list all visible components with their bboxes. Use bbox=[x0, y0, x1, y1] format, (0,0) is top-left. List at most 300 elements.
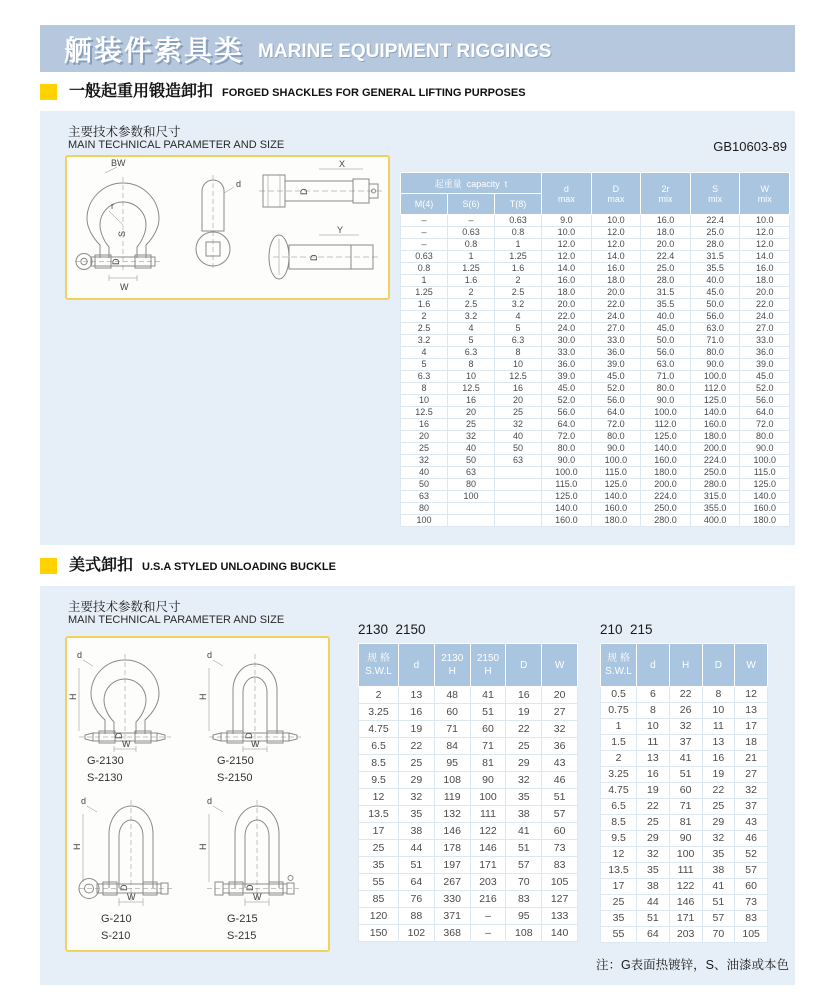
table-cell: 160.0 bbox=[690, 419, 740, 431]
table-cell: 39.0 bbox=[740, 359, 790, 371]
section1-panel bbox=[40, 111, 795, 545]
section1-title-cn: 一般起重用锻造卸扣 bbox=[69, 83, 214, 100]
table-cell: 9.5 bbox=[359, 772, 399, 789]
table-cell: 60 bbox=[434, 704, 470, 721]
table-cell: 70 bbox=[702, 927, 735, 943]
table-row bbox=[359, 925, 578, 942]
model-label: S-210 bbox=[101, 930, 131, 942]
table-cell bbox=[495, 491, 542, 503]
table-cell: 19 bbox=[637, 783, 670, 799]
table-row bbox=[401, 215, 790, 227]
table-cell: 203 bbox=[669, 927, 702, 943]
dim-label-bw: BW bbox=[111, 158, 126, 168]
table-cell: 12.0 bbox=[591, 227, 641, 239]
table-cell: 33.0 bbox=[740, 335, 790, 347]
table-cell: 50 bbox=[401, 479, 448, 491]
table-cell: 18.0 bbox=[641, 227, 691, 239]
table-cell: 35.5 bbox=[641, 299, 691, 311]
table-row bbox=[601, 703, 768, 719]
table-cell: 140.0 bbox=[690, 407, 740, 419]
table-row bbox=[401, 227, 790, 239]
table-cell: 60 bbox=[735, 879, 768, 895]
table-cell: 2.5 bbox=[401, 323, 448, 335]
table-cell: 108 bbox=[434, 772, 470, 789]
table-row bbox=[401, 479, 790, 491]
table-cell: 57 bbox=[542, 806, 578, 823]
dim-w: W bbox=[253, 892, 262, 902]
table-cell: 1.25 bbox=[448, 263, 495, 275]
col-d: d bbox=[637, 644, 670, 687]
dim-label-r: r bbox=[111, 201, 114, 211]
table-cell: 140 bbox=[542, 925, 578, 942]
table-cell: 8 bbox=[495, 347, 542, 359]
table-cell: 41 bbox=[506, 823, 542, 840]
section2-param-label-cn: 主要技术参数和尺寸 bbox=[68, 600, 181, 614]
table-cell: 40 bbox=[495, 431, 542, 443]
table-cell: 20.0 bbox=[641, 239, 691, 251]
table-row bbox=[401, 395, 790, 407]
table-cell: 115.0 bbox=[591, 467, 641, 479]
table-cell: 80.0 bbox=[740, 431, 790, 443]
table-cell: 122 bbox=[669, 879, 702, 895]
table-cell: 10.0 bbox=[591, 215, 641, 227]
table-row bbox=[401, 419, 790, 431]
table-cell: 2.5 bbox=[448, 299, 495, 311]
table-row bbox=[601, 847, 768, 863]
table-row bbox=[359, 891, 578, 908]
table-cell: 90.0 bbox=[641, 395, 691, 407]
table-cell: 18.0 bbox=[542, 287, 592, 299]
table-cell: 70 bbox=[506, 874, 542, 891]
table-cell: 80 bbox=[401, 503, 448, 515]
table-cell: 140.0 bbox=[591, 491, 641, 503]
table-cell: 146 bbox=[434, 823, 470, 840]
table-cell: 2 bbox=[495, 275, 542, 287]
table-cell: 36.0 bbox=[591, 347, 641, 359]
table-cell: 22 bbox=[637, 799, 670, 815]
table-cell: 125.0 bbox=[542, 491, 592, 503]
table-cell: 64 bbox=[637, 927, 670, 943]
table-cell: 31.5 bbox=[690, 251, 740, 263]
table-row bbox=[359, 772, 578, 789]
table-b-body bbox=[601, 687, 768, 943]
table-cell: 18 bbox=[735, 735, 768, 751]
dim-h: H bbox=[68, 693, 78, 700]
model-label: G-2130 bbox=[87, 755, 124, 767]
table-cell: 32 bbox=[401, 455, 448, 467]
table-cell: 51 bbox=[669, 767, 702, 783]
table-cell: 25 bbox=[401, 443, 448, 455]
section1-title-en: FORGED SHACKLES FOR GENERAL LIFTING PURPOSES bbox=[222, 87, 526, 99]
section2-panel bbox=[40, 586, 795, 985]
dim-label-w: W bbox=[120, 282, 129, 292]
table-cell: 19 bbox=[702, 767, 735, 783]
table-cell: 19 bbox=[506, 704, 542, 721]
table-row bbox=[359, 755, 578, 772]
table-cell bbox=[495, 479, 542, 491]
table-row bbox=[601, 831, 768, 847]
table-cell: 84 bbox=[434, 738, 470, 755]
table-cell: 27.0 bbox=[591, 323, 641, 335]
table-cell: 125.0 bbox=[740, 479, 790, 491]
table-cell: 32 bbox=[506, 772, 542, 789]
table-cell: 60 bbox=[669, 783, 702, 799]
table-cell: 0.5 bbox=[601, 687, 637, 703]
model-label: S-2150 bbox=[217, 772, 253, 784]
col-T8: T(8) bbox=[495, 194, 542, 215]
table-cell: 200.0 bbox=[690, 443, 740, 455]
table-cell: 100 bbox=[448, 491, 495, 503]
table-cell: 10 bbox=[448, 371, 495, 383]
dim-w: W bbox=[251, 739, 260, 749]
usa-shackle-table-2130-2150 bbox=[358, 643, 578, 942]
table-cell: 100 bbox=[401, 515, 448, 527]
table-cell: 160.0 bbox=[591, 503, 641, 515]
yellow-square-icon bbox=[40, 84, 57, 100]
table-cell: 20 bbox=[495, 395, 542, 407]
table-cell: 83 bbox=[542, 857, 578, 874]
table-cell: 5 bbox=[495, 323, 542, 335]
table-cell: 40 bbox=[401, 467, 448, 479]
table-cell: 20.0 bbox=[740, 287, 790, 299]
dim-w: W bbox=[127, 892, 136, 902]
table-cell: 50 bbox=[448, 455, 495, 467]
table-cell: 12.5 bbox=[401, 407, 448, 419]
table-cell: 80 bbox=[448, 479, 495, 491]
table-cell: 400.0 bbox=[690, 515, 740, 527]
table-cell: 160.0 bbox=[542, 515, 592, 527]
table-cell: 112.0 bbox=[641, 419, 691, 431]
table-row bbox=[401, 299, 790, 311]
table-row bbox=[601, 751, 768, 767]
table-cell: 1 bbox=[495, 239, 542, 251]
table-cell: 140.0 bbox=[542, 503, 592, 515]
table-row bbox=[401, 323, 790, 335]
table-cell: 64 bbox=[399, 874, 435, 891]
table-row bbox=[401, 455, 790, 467]
table-cell: 24.0 bbox=[591, 311, 641, 323]
table-cell: 4.75 bbox=[601, 783, 637, 799]
table-cell: 200.0 bbox=[641, 479, 691, 491]
table-cell: 0.63 bbox=[401, 251, 448, 263]
table-cell: 90 bbox=[470, 772, 506, 789]
table-cell: 80.0 bbox=[591, 431, 641, 443]
table-cell: 35.5 bbox=[690, 263, 740, 275]
table-a-header bbox=[359, 644, 578, 687]
table-cell: 25 bbox=[637, 815, 670, 831]
section2-title-en: U.S.A STYLED UNLOADING BUCKLE bbox=[142, 561, 336, 573]
table-cell: 60 bbox=[542, 823, 578, 840]
table-cell: 32 bbox=[495, 419, 542, 431]
table-cell: 133 bbox=[542, 908, 578, 925]
table-cell: 160.0 bbox=[641, 455, 691, 467]
col-2r-mix: 2r mix bbox=[641, 173, 691, 215]
table-cell: 10.0 bbox=[542, 227, 592, 239]
table-cell: 50 bbox=[495, 443, 542, 455]
table-cell: 27.0 bbox=[740, 323, 790, 335]
table-cell: 52.0 bbox=[542, 395, 592, 407]
table-cell: – bbox=[401, 227, 448, 239]
table-cell: 43 bbox=[542, 755, 578, 772]
table-cell: – bbox=[401, 215, 448, 227]
footnote: 注：G表面热镀锌，S、油漆或本色 bbox=[595, 958, 789, 972]
table-cell: 1 bbox=[601, 719, 637, 735]
table-cell: 44 bbox=[399, 840, 435, 857]
table-cell: – bbox=[470, 908, 506, 925]
table-b-header bbox=[601, 644, 768, 687]
model-label: G-215 bbox=[227, 913, 258, 925]
dim-d: d bbox=[207, 796, 213, 806]
capacity-group-header: 起重量 capacity t bbox=[401, 173, 542, 194]
table-cell: 330 bbox=[434, 891, 470, 908]
table-cell: 45.0 bbox=[591, 371, 641, 383]
section1-diagram-box bbox=[65, 155, 390, 300]
table-cell: 24.0 bbox=[740, 311, 790, 323]
table-cell: 16 bbox=[401, 419, 448, 431]
table-row bbox=[601, 911, 768, 927]
table-cell: 33.0 bbox=[542, 347, 592, 359]
table-row bbox=[401, 359, 790, 371]
table-row bbox=[601, 927, 768, 943]
table-cell: 1.25 bbox=[495, 251, 542, 263]
table-cell: 56.0 bbox=[591, 395, 641, 407]
table-cell: 25 bbox=[359, 840, 399, 857]
table-cell: 63 bbox=[401, 491, 448, 503]
table-cell: 41 bbox=[702, 879, 735, 895]
table-cell: – bbox=[448, 215, 495, 227]
dim-d: d bbox=[207, 650, 213, 660]
usa-shackle-table-210-215 bbox=[600, 643, 768, 943]
table-cell: 64.0 bbox=[591, 407, 641, 419]
forged-shackle-table-body bbox=[401, 215, 790, 527]
table-cell: 13 bbox=[399, 687, 435, 704]
table-row bbox=[601, 815, 768, 831]
table-cell: 4 bbox=[448, 323, 495, 335]
col-2150-h: 2150 H bbox=[470, 644, 506, 687]
table-cell: 2 bbox=[401, 311, 448, 323]
table-cell: 40.0 bbox=[641, 311, 691, 323]
table-cell: 55 bbox=[601, 927, 637, 943]
table-cell: 56.0 bbox=[690, 311, 740, 323]
table-cell: 6.5 bbox=[359, 738, 399, 755]
table-cell: 105 bbox=[542, 874, 578, 891]
table-cell: 32 bbox=[637, 847, 670, 863]
dim-w: W bbox=[122, 739, 131, 749]
table-cell: 32 bbox=[542, 721, 578, 738]
table-cell: 100.0 bbox=[740, 455, 790, 467]
table-cell: 90 bbox=[669, 831, 702, 847]
model-label: S-215 bbox=[227, 930, 257, 942]
col-W: W bbox=[542, 644, 578, 687]
table-cell: 3.2 bbox=[448, 311, 495, 323]
table-cell: 2.5 bbox=[495, 287, 542, 299]
table-cell: 44 bbox=[637, 895, 670, 911]
table-cell: 18.0 bbox=[740, 275, 790, 287]
table-cell: 146 bbox=[470, 840, 506, 857]
table-cell: 8 bbox=[702, 687, 735, 703]
table-cell: 8 bbox=[448, 359, 495, 371]
col-S6: S(6) bbox=[448, 194, 495, 215]
table-row bbox=[601, 879, 768, 895]
table-cell: 71 bbox=[470, 738, 506, 755]
table-cell: 38 bbox=[506, 806, 542, 823]
table-cell: 40 bbox=[448, 443, 495, 455]
table-cell: 115.0 bbox=[740, 467, 790, 479]
table-cell: 29 bbox=[506, 755, 542, 772]
table-cell: 125.0 bbox=[591, 479, 641, 491]
table-cell: 108 bbox=[506, 925, 542, 942]
table-cell: 36 bbox=[542, 738, 578, 755]
table-cell: 102 bbox=[399, 925, 435, 942]
dim-h: H bbox=[198, 693, 208, 700]
table-cell: 55 bbox=[359, 874, 399, 891]
table-row bbox=[401, 515, 790, 527]
section2-param-label-en: MAIN TECHNICAL PARAMETER AND SIZE bbox=[68, 614, 285, 626]
table-cell: 71 bbox=[434, 721, 470, 738]
table-cell: 111 bbox=[669, 863, 702, 879]
table-cell: 95 bbox=[434, 755, 470, 772]
table-row bbox=[401, 467, 790, 479]
table-cell: 4.75 bbox=[359, 721, 399, 738]
table-row bbox=[401, 491, 790, 503]
table-cell: – bbox=[401, 239, 448, 251]
col-swl: 规 格 S.W.L bbox=[601, 644, 637, 687]
table-row bbox=[401, 251, 790, 263]
table-cell: 12.0 bbox=[740, 227, 790, 239]
table-cell: 72.0 bbox=[740, 419, 790, 431]
model-label: G-2150 bbox=[217, 755, 254, 767]
table-cell: 72.0 bbox=[542, 431, 592, 443]
table-cell: 57 bbox=[702, 911, 735, 927]
table-row bbox=[359, 874, 578, 891]
table-cell: 81 bbox=[470, 755, 506, 772]
table-cell: 13 bbox=[637, 751, 670, 767]
dim-D: D bbox=[245, 884, 255, 891]
usa-shackle-drawings bbox=[67, 638, 324, 946]
table-cell: 71.0 bbox=[641, 371, 691, 383]
table-cell: 50.0 bbox=[641, 335, 691, 347]
section1-param-label-en: MAIN TECHNICAL PARAMETER AND SIZE bbox=[68, 139, 285, 151]
table-cell: 29 bbox=[399, 772, 435, 789]
table-cell: 64.0 bbox=[740, 407, 790, 419]
table-cell: 280.0 bbox=[690, 479, 740, 491]
table-cell: 56.0 bbox=[542, 407, 592, 419]
table-cell: 0.63 bbox=[495, 215, 542, 227]
table-cell: 10 bbox=[401, 395, 448, 407]
table-cell: 16.0 bbox=[740, 263, 790, 275]
table-cell: 140.0 bbox=[740, 491, 790, 503]
table-cell: 11 bbox=[637, 735, 670, 751]
table-cell: 71 bbox=[669, 799, 702, 815]
table-cell: 51 bbox=[542, 789, 578, 806]
table-cell: 3.2 bbox=[495, 299, 542, 311]
table-cell: 16 bbox=[495, 383, 542, 395]
table-cell: 63 bbox=[448, 467, 495, 479]
table-cell: 12.5 bbox=[448, 383, 495, 395]
table-row bbox=[601, 767, 768, 783]
table-cell: 83 bbox=[735, 911, 768, 927]
table-cell: 111 bbox=[470, 806, 506, 823]
table-cell: 127 bbox=[542, 891, 578, 908]
table-cell: 45.0 bbox=[690, 287, 740, 299]
table-cell: 27 bbox=[735, 767, 768, 783]
table-cell: 250.0 bbox=[641, 503, 691, 515]
table-cell: 146 bbox=[669, 895, 702, 911]
dim-d: d bbox=[81, 796, 87, 806]
table-cell: 20 bbox=[448, 407, 495, 419]
table-cell: 31.5 bbox=[641, 287, 691, 299]
table-b-title: 210 215 bbox=[600, 622, 653, 637]
table-cell: 90.0 bbox=[591, 443, 641, 455]
table-cell: 2 bbox=[359, 687, 399, 704]
table-cell: 37 bbox=[669, 735, 702, 751]
table-cell: 12.0 bbox=[591, 239, 641, 251]
table-cell: 29 bbox=[637, 831, 670, 847]
table-cell: 25 bbox=[702, 799, 735, 815]
table-row bbox=[601, 687, 768, 703]
table-cell: 6.3 bbox=[495, 335, 542, 347]
table-cell: 11 bbox=[702, 719, 735, 735]
table-cell: 355.0 bbox=[690, 503, 740, 515]
table-cell: 35 bbox=[399, 806, 435, 823]
table-cell: 64.0 bbox=[542, 419, 592, 431]
table-cell: 32 bbox=[669, 719, 702, 735]
table-cell: 1.6 bbox=[401, 299, 448, 311]
section2-heading bbox=[40, 558, 336, 574]
table-cell: 22.0 bbox=[542, 311, 592, 323]
table-cell: 9.0 bbox=[542, 215, 592, 227]
table-cell: 197 bbox=[434, 857, 470, 874]
table-row bbox=[359, 823, 578, 840]
table-cell: 6.5 bbox=[601, 799, 637, 815]
table-row bbox=[601, 783, 768, 799]
table-cell: 13.5 bbox=[601, 863, 637, 879]
dim-h: H bbox=[198, 843, 208, 850]
table-cell: 150 bbox=[359, 925, 399, 942]
col-2130-h: 2130 H bbox=[434, 644, 470, 687]
table-cell: 50.0 bbox=[690, 299, 740, 311]
table-cell: 35 bbox=[637, 863, 670, 879]
table-cell: 120 bbox=[359, 908, 399, 925]
page-banner bbox=[40, 25, 795, 72]
table-cell: 0.8 bbox=[448, 239, 495, 251]
table-cell: 12.0 bbox=[740, 239, 790, 251]
table-cell: 56.0 bbox=[740, 395, 790, 407]
table-cell: 25 bbox=[601, 895, 637, 911]
table-cell: 180.0 bbox=[591, 515, 641, 527]
table-cell: 6 bbox=[637, 687, 670, 703]
table-cell: 25.0 bbox=[690, 227, 740, 239]
table-cell: 20.0 bbox=[591, 287, 641, 299]
dim-D: D bbox=[114, 732, 124, 739]
table-cell: 40.0 bbox=[690, 275, 740, 287]
table-cell: 32 bbox=[702, 831, 735, 847]
table-cell: 80.0 bbox=[542, 443, 592, 455]
table-cell: 80.0 bbox=[641, 383, 691, 395]
yellow-square-icon bbox=[40, 558, 57, 574]
table-cell: 12.5 bbox=[495, 371, 542, 383]
table-cell: 45.0 bbox=[740, 371, 790, 383]
table-cell: 1.6 bbox=[495, 263, 542, 275]
table-cell: 26 bbox=[669, 703, 702, 719]
table-row bbox=[359, 721, 578, 738]
table-cell: 83 bbox=[506, 891, 542, 908]
table-cell: 13 bbox=[735, 703, 768, 719]
table-cell: 1 bbox=[448, 251, 495, 263]
table-cell: 51 bbox=[702, 895, 735, 911]
col-W: W bbox=[735, 644, 768, 687]
table-cell: 63.0 bbox=[690, 323, 740, 335]
